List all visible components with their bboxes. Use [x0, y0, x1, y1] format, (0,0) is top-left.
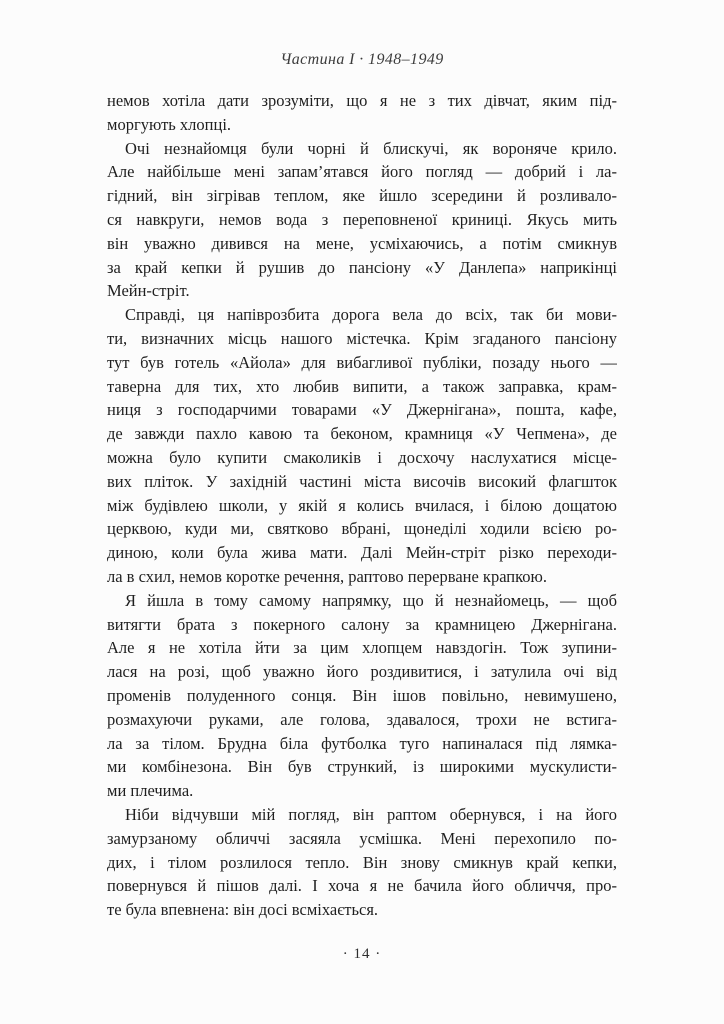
- text-line: гідний, він зігрівав теплом, яке йшло зсередини й розливало-: [107, 186, 617, 206]
- text-line: ся навкруги, немов вода з переповненої криниці. Якусь мить: [107, 209, 617, 229]
- text-line: лася на розі, щоб уважно його роздивитися, і затулила очі від: [107, 662, 617, 682]
- text-line: розмахуючи руками, але голова, здавалося, трохи не встига-: [107, 709, 617, 729]
- text-line: вих пліток. У західній частині міста височів високий флагшток: [107, 471, 617, 491]
- text-line: Але найбільше мені запам’ятався його погляд — добрий і ла-: [107, 162, 617, 182]
- text-line: моргують хлопці.: [107, 114, 232, 134]
- text-line: те була впевнена: він досі всміхається.: [107, 900, 379, 920]
- text-block: [107, 89, 617, 922]
- text-line: ми плечима.: [107, 781, 194, 801]
- text-line: де завжди пахло кавою та беконом, крамниця «У Чепмена», де: [107, 424, 617, 444]
- text-line: він уважно дивився на мене, усміхаючись, а потім смикнув: [107, 233, 617, 253]
- text-line: повернувся й пішов далі. І хоча я не бачила його обличчя, про-: [107, 876, 617, 896]
- text-line: ла за тілом. Брудна біла футболка туго напиналася під лямка-: [107, 733, 617, 753]
- text-line: за край кепки й рушив до пансіону «У Данлепа» наприкінці: [107, 257, 617, 277]
- text-line: ми комбінезона. Він був стрункий, із широкими мускулисти-: [107, 757, 617, 777]
- paragraph: [107, 137, 617, 304]
- text-line: Я йшла в тому самому напрямку, що й незнайомець, — щоб: [125, 590, 617, 610]
- text-line: ла в схил, немов коротке речення, раптово перерване крапкою.: [107, 566, 548, 586]
- page-number: · 14 ·: [342, 946, 382, 962]
- text-line: ти, визначних місць нашого містечка. Крім згаданого пансіону: [107, 328, 617, 348]
- text-line: тут був готель «Айола» для вибагливої публіки, позаду нього —: [107, 352, 617, 372]
- text-line: таверна для тих, хто любив випити, а також заправка, крам-: [107, 376, 617, 396]
- text-line: дих, і тілом розлилося тепло. Він знову смикнув край кепки,: [107, 852, 617, 872]
- text-line: променів полуденного сонця. Він ішов повільно, невимушено,: [107, 685, 617, 705]
- paragraph: [107, 589, 617, 803]
- text-line: між будівлею школи, у якій я колись вчилася, і білою дощатою: [107, 495, 617, 515]
- text-line: можна було купити смаколиків і досхочу наслухатися місце-: [107, 447, 617, 467]
- text-line: немов хотіла дати зрозуміти, що я не з тих дівчат, яким під-: [107, 91, 617, 110]
- text-line: Але я не хотіла йти за цим хлопцем навздогін. Тож зупини-: [107, 638, 617, 658]
- text-line: Очі незнайомця були чорні й блискучі, як вороняче крило.: [125, 138, 617, 158]
- text-line: Мейн-стріт.: [107, 281, 190, 301]
- text-line: Ніби відчувши мій погляд, він раптом обернувся, і на його: [125, 804, 617, 824]
- running-header: Частина I · 1948–1949: [280, 51, 444, 68]
- paragraph: [107, 303, 617, 589]
- paragraph: [107, 89, 617, 137]
- text-line: замурзаному обличчі засяяла усмішка. Мені перехопило по-: [107, 828, 617, 848]
- paragraph: [107, 803, 617, 922]
- text-line: диною, коли була жива мати. Далі Мейн-стріт різко переходи-: [107, 543, 617, 563]
- text-line: церквою, куди ми, святково вбрані, щонеділі ходили всією ро-: [107, 519, 617, 539]
- text-line: ниця з господарчими товарами «У Джернігана», пошта, кафе,: [107, 400, 617, 420]
- text-line: Справді, ця напіврозбита дорога вела до всіх, так би мови-: [125, 305, 617, 325]
- text-line: витягти брата з покерного салону за крамницею Джернігана.: [107, 614, 617, 634]
